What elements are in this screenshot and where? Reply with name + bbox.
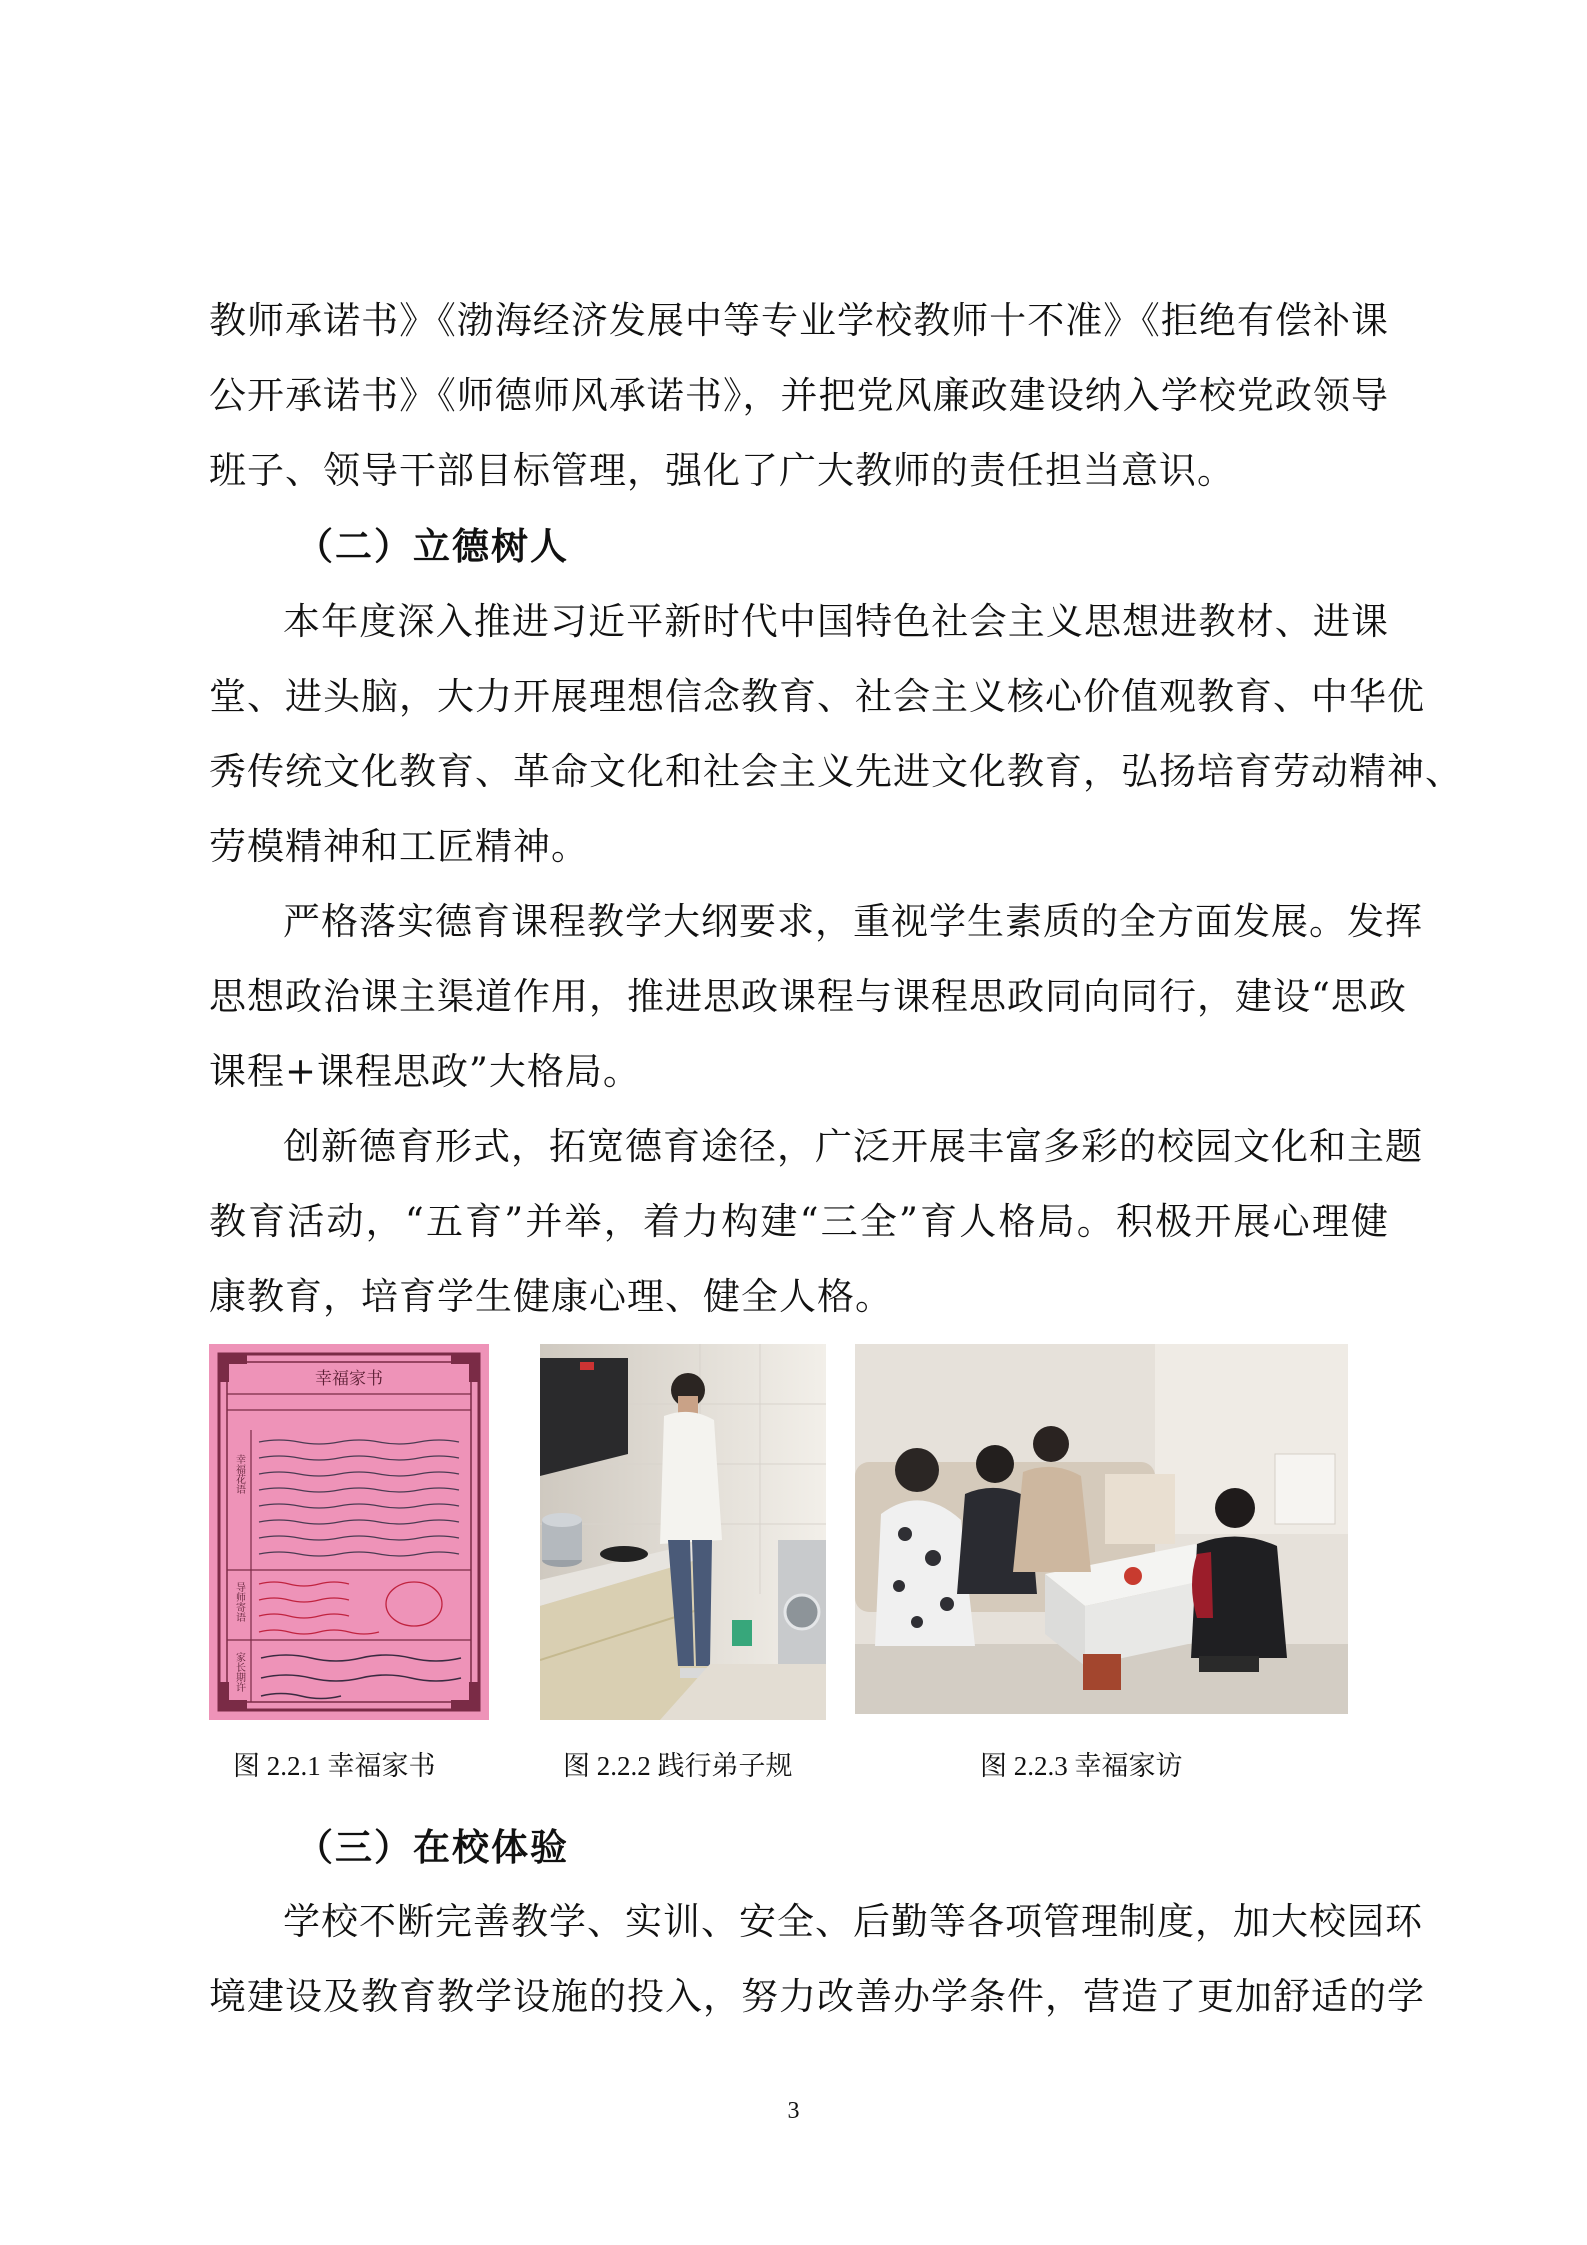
section-heading: （三）在校体验 — [296, 1825, 569, 1869]
body-line: 劳模精神和工匠精神。 — [209, 825, 589, 868]
figure-caption: 图 2.2.2 践行弟子规 — [563, 1751, 793, 1781]
body-line: 教师承诺书》《渤海经济发展中等专业学校教师十不准》《拒绝有偿补课 — [209, 299, 1389, 342]
side-label: 导师寄语 — [233, 1582, 245, 1622]
page-number: 3 — [787, 2098, 800, 2124]
body-line: 班子、领导干部目标管理，强化了广大教师的责任担当意识。 — [209, 449, 1235, 492]
body-line: 康教育，培育学生健康心理、健全人格。 — [209, 1275, 893, 1318]
body-line: 公开承诺书》《师德师风承诺书》，并把党风廉政建设纳入学校党政领导 — [209, 374, 1389, 417]
happy-home-visit-photo — [855, 1344, 1348, 1714]
body-line: 教育活动，“五育”并举，着力构建“三全”育人格局。积极开展心理健 — [209, 1200, 1389, 1243]
section-heading: （二）立德树人 — [296, 524, 569, 568]
side-label: 家长期许 — [233, 1652, 245, 1692]
body-line: 境建设及教育教学设施的投入，努力改善办学条件，营造了更加舒适的学 — [209, 1975, 1425, 2018]
side-label: 幸福花语 — [233, 1454, 245, 1494]
figure-caption: 图 2.2.1 幸福家书 — [233, 1751, 436, 1781]
body-line: 本年度深入推进习近平新时代中国特色社会主义思想进教材、进课 — [283, 600, 1389, 643]
letter-card-title: 幸福家书 — [315, 1369, 383, 1389]
happy-family-letter-photo — [209, 1344, 489, 1720]
body-line: 严格落实德育课程教学大纲要求，重视学生素质的全方面发展。发挥 — [283, 900, 1423, 943]
body-line: 创新德育形式，拓宽德育途径，广泛开展丰富多彩的校园文化和主题 — [283, 1125, 1423, 1168]
body-line: 堂、进头脑，大力开展理想信念教育、社会主义核心价值观教育、中华优 — [209, 675, 1425, 718]
body-line: 学校不断完善教学、实训、安全、后勤等各项管理制度，加大校园环 — [283, 1900, 1423, 1943]
body-line: 课程+课程思政”大格局。 — [209, 1050, 641, 1093]
body-line: 思想政治课主渠道作用，推进思政课程与课程思政同向同行，建设“思政 — [209, 975, 1407, 1018]
figure-caption: 图 2.2.3 幸福家访 — [980, 1751, 1183, 1781]
body-line: 秀传统文化教育、革命文化和社会主义先进文化教育，弘扬培育劳动精神、 — [209, 750, 1463, 793]
practice-dizigui-photo — [540, 1344, 826, 1720]
